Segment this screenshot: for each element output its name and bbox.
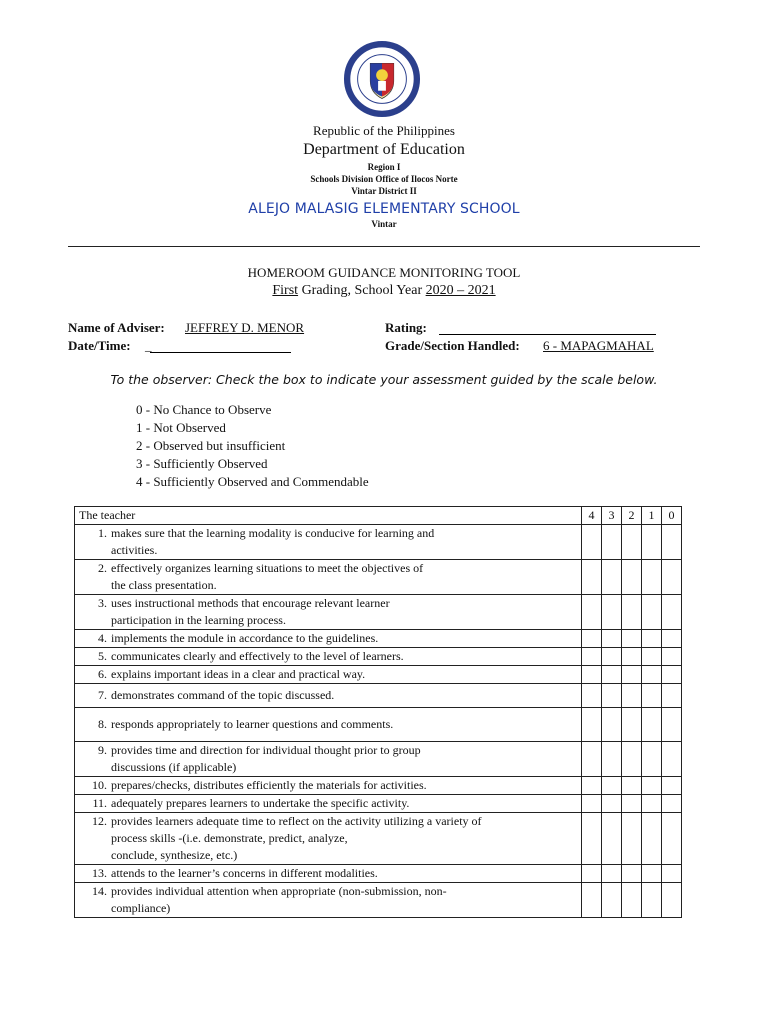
rating-checkbox-3[interactable] bbox=[602, 813, 622, 865]
rating-checkbox-1[interactable] bbox=[642, 684, 662, 708]
rating-checkbox-4[interactable] bbox=[582, 865, 602, 883]
header-rating-2: 2 bbox=[622, 507, 642, 525]
rating-checkbox-3[interactable] bbox=[602, 795, 622, 813]
criterion-cell bbox=[75, 883, 582, 918]
observer-instruction: To the observer: Check the box to indicate your assessment guided by the scale below. bbox=[110, 372, 658, 387]
department-name: Department of Education bbox=[303, 141, 465, 158]
criterion-text: process skills -(i.e. demonstrate, predict, analyze, bbox=[111, 831, 348, 845]
criterion-cell bbox=[75, 630, 582, 648]
table-row bbox=[75, 525, 682, 560]
criterion-cell bbox=[75, 708, 582, 742]
rating-checkbox-3[interactable] bbox=[602, 525, 622, 560]
district-text: Vintar District II bbox=[351, 186, 417, 196]
school-year: 2020 – 2021 bbox=[425, 283, 496, 298]
grade-value: 6 - MAPAGMAHAL bbox=[543, 338, 654, 353]
rating-checkbox-1[interactable] bbox=[642, 630, 662, 648]
criterion-number: 1. bbox=[98, 526, 107, 540]
criterion-number: 8. bbox=[98, 717, 107, 731]
criterion-number: 14. bbox=[92, 884, 107, 898]
rating-checkbox-3[interactable] bbox=[602, 777, 622, 795]
rating-checkbox-2[interactable] bbox=[622, 666, 642, 684]
rating-checkbox-2[interactable] bbox=[622, 883, 642, 918]
rating-checkbox-1[interactable] bbox=[642, 742, 662, 777]
grading-period: First bbox=[272, 283, 299, 298]
rating-checkbox-1[interactable] bbox=[642, 666, 662, 684]
criterion-number: 11. bbox=[92, 796, 107, 810]
grading-middle: Grading, School Year bbox=[298, 283, 426, 298]
adviser-label: Name of Adviser: bbox=[68, 320, 165, 335]
criterion-cell bbox=[75, 777, 582, 795]
region-text: Region I bbox=[367, 162, 401, 172]
rating-checkbox-2[interactable] bbox=[622, 865, 642, 883]
rating-checkbox-3[interactable] bbox=[602, 666, 622, 684]
rating-checkbox-3[interactable] bbox=[602, 883, 622, 918]
criterion-text: prepares/checks, distributes efficiently the materials for activities. bbox=[111, 778, 427, 792]
scale-item: 3 - Sufficiently Observed bbox=[136, 456, 268, 471]
criterion-cell bbox=[75, 595, 582, 630]
table-row bbox=[75, 708, 682, 742]
rating-checkbox-3[interactable] bbox=[602, 630, 622, 648]
rating-checkbox-4[interactable] bbox=[582, 560, 602, 595]
rating-checkbox-3[interactable] bbox=[602, 708, 622, 742]
rating-checkbox-3[interactable] bbox=[602, 865, 622, 883]
rating-checkbox-4[interactable] bbox=[582, 813, 602, 865]
rating-checkbox-4[interactable] bbox=[582, 708, 602, 742]
date-value: _ bbox=[145, 338, 152, 353]
rating-checkbox-0[interactable] bbox=[662, 813, 682, 865]
rating-checkbox-2[interactable] bbox=[622, 630, 642, 648]
header-rating-0: 0 bbox=[662, 507, 682, 525]
republic-text: Republic of the Philippines bbox=[313, 123, 455, 138]
criterion-text: provides learners adequate time to reflect on the activity utilizing a variety of bbox=[111, 814, 482, 828]
rating-label: Rating: bbox=[385, 320, 427, 335]
table-row bbox=[75, 742, 682, 777]
table-row bbox=[75, 560, 682, 595]
rating-checkbox-0[interactable] bbox=[662, 666, 682, 684]
document-title: HOMEROOM GUIDANCE MONITORING TOOL bbox=[247, 265, 521, 280]
header-rating-1: 1 bbox=[642, 507, 662, 525]
town-text: Vintar bbox=[371, 219, 397, 229]
rating-checkbox-0[interactable] bbox=[662, 865, 682, 883]
rating-checkbox-1[interactable] bbox=[642, 525, 662, 560]
table-row bbox=[75, 595, 682, 630]
rating-checkbox-3[interactable] bbox=[602, 595, 622, 630]
criterion-cell bbox=[75, 525, 582, 560]
adviser-value: JEFFREY D. MENOR bbox=[185, 320, 305, 335]
rating-checkbox-0[interactable] bbox=[662, 883, 682, 918]
rating-checkbox-3[interactable] bbox=[602, 560, 622, 595]
criterion-text: compliance) bbox=[111, 901, 171, 915]
scale-item: 4 - Sufficiently Observed and Commendable bbox=[136, 474, 369, 489]
header-rating-3: 3 bbox=[602, 507, 622, 525]
criterion-cell bbox=[75, 684, 582, 708]
scale-item: 2 - Observed but insufficient bbox=[136, 438, 286, 453]
table-row bbox=[75, 630, 682, 648]
criterion-text: demonstrates command of the topic discussed. bbox=[111, 688, 335, 702]
header-divider bbox=[68, 246, 700, 247]
table-header-row bbox=[75, 507, 682, 525]
rating-checkbox-1[interactable] bbox=[642, 883, 662, 918]
rating-checkbox-2[interactable] bbox=[622, 648, 642, 666]
table-row bbox=[75, 666, 682, 684]
table-row bbox=[75, 883, 682, 918]
criterion-text: effectively organizes learning situations to meet the objectives of bbox=[111, 561, 424, 575]
rating-checkbox-0[interactable] bbox=[662, 708, 682, 742]
criterion-number: 7. bbox=[98, 688, 107, 702]
scale-item: 0 - No Chance to Observe bbox=[136, 402, 272, 417]
criterion-text: makes sure that the learning modality is conducive for learning and bbox=[111, 526, 435, 540]
rating-checkbox-3[interactable] bbox=[602, 684, 622, 708]
criterion-text: adequately prepares learners to undertake the specific activity. bbox=[111, 796, 410, 810]
rating-checkbox-1[interactable] bbox=[642, 777, 662, 795]
criterion-number: 3. bbox=[98, 596, 107, 610]
rating-checkbox-4[interactable] bbox=[582, 684, 602, 708]
header-teacher-cell: The teacher bbox=[75, 507, 582, 525]
rating-checkbox-4[interactable] bbox=[582, 742, 602, 777]
rating-checkbox-2[interactable] bbox=[622, 708, 642, 742]
criterion-number: 13. bbox=[92, 866, 107, 880]
rating-checkbox-4[interactable] bbox=[582, 595, 602, 630]
rating-checkbox-1[interactable] bbox=[642, 813, 662, 865]
rating-blank[interactable] bbox=[439, 320, 656, 335]
criterion-number: 6. bbox=[98, 667, 107, 681]
rating-checkbox-1[interactable] bbox=[642, 795, 662, 813]
rating-checkbox-2[interactable] bbox=[622, 560, 642, 595]
criterion-number: 10. bbox=[92, 778, 107, 792]
rating-checkbox-4[interactable] bbox=[582, 525, 602, 560]
criterion-cell bbox=[75, 865, 582, 883]
criterion-text: discussions (if applicable) bbox=[111, 760, 237, 774]
rating-checkbox-1[interactable] bbox=[642, 560, 662, 595]
rating-checkbox-0[interactable] bbox=[662, 560, 682, 595]
rating-checkbox-2[interactable] bbox=[622, 742, 642, 777]
table-row bbox=[75, 865, 682, 883]
criterion-cell bbox=[75, 795, 582, 813]
rating-checkbox-0[interactable] bbox=[662, 742, 682, 777]
rating-checkbox-4[interactable] bbox=[582, 648, 602, 666]
rating-checkbox-2[interactable] bbox=[622, 525, 642, 560]
criterion-number: 5. bbox=[98, 649, 107, 663]
rating-checkbox-2[interactable] bbox=[622, 795, 642, 813]
rating-checkbox-2[interactable] bbox=[622, 684, 642, 708]
rating-checkbox-0[interactable] bbox=[662, 795, 682, 813]
criterion-number: 2. bbox=[98, 561, 107, 575]
criterion-number: 4. bbox=[98, 631, 107, 645]
rating-checkbox-3[interactable] bbox=[602, 742, 622, 777]
criterion-cell bbox=[75, 666, 582, 684]
rating-checkbox-4[interactable] bbox=[582, 666, 602, 684]
rating-checkbox-1[interactable] bbox=[642, 708, 662, 742]
rating-checkbox-0[interactable] bbox=[662, 777, 682, 795]
rating-checkbox-0[interactable] bbox=[662, 630, 682, 648]
monitoring-table bbox=[74, 506, 682, 918]
criterion-number: 9. bbox=[98, 743, 107, 757]
rating-checkbox-3[interactable] bbox=[602, 648, 622, 666]
criterion-cell bbox=[75, 560, 582, 595]
rating-checkbox-1[interactable] bbox=[642, 648, 662, 666]
rating-checkbox-0[interactable] bbox=[662, 684, 682, 708]
rating-scale bbox=[136, 401, 369, 491]
rating-checkbox-1[interactable] bbox=[642, 865, 662, 883]
rating-checkbox-1[interactable] bbox=[642, 595, 662, 630]
table-row bbox=[75, 777, 682, 795]
date-label: Date/Time: bbox=[68, 338, 131, 353]
header-rating-4: 4 bbox=[582, 507, 602, 525]
table-row bbox=[75, 813, 682, 865]
criterion-number: 12. bbox=[92, 814, 107, 828]
criterion-cell bbox=[75, 813, 582, 865]
table-row bbox=[75, 648, 682, 666]
criterion-text: participation in the learning process. bbox=[111, 613, 286, 627]
criterion-text: provides individual attention when appropriate (non-submission, non- bbox=[111, 884, 447, 898]
criterion-text: the class presentation. bbox=[111, 578, 217, 592]
date-blank[interactable] bbox=[150, 338, 291, 353]
rating-checkbox-0[interactable] bbox=[662, 648, 682, 666]
division-text: Schools Division Office of Ilocos Norte bbox=[310, 174, 458, 184]
criterion-text: conclude, synthesize, etc.) bbox=[111, 848, 238, 862]
rating-checkbox-4[interactable] bbox=[582, 795, 602, 813]
rating-checkbox-4[interactable] bbox=[582, 883, 602, 918]
rating-checkbox-2[interactable] bbox=[622, 595, 642, 630]
scale-item: 1 - Not Observed bbox=[136, 420, 226, 435]
criterion-text: provides time and direction for individual thought prior to group bbox=[111, 743, 421, 757]
rating-checkbox-0[interactable] bbox=[662, 525, 682, 560]
rating-checkbox-4[interactable] bbox=[582, 777, 602, 795]
rating-checkbox-4[interactable] bbox=[582, 630, 602, 648]
table-row bbox=[75, 795, 682, 813]
rating-checkbox-2[interactable] bbox=[622, 777, 642, 795]
criterion-text: activities. bbox=[111, 543, 158, 557]
deped-seal-logo bbox=[343, 40, 421, 118]
criterion-text: responds appropriately to learner questions and comments. bbox=[111, 717, 394, 731]
criterion-text: attends to the learner’s concerns in different modalities. bbox=[111, 866, 378, 880]
criterion-cell bbox=[75, 742, 582, 777]
rating-checkbox-2[interactable] bbox=[622, 813, 642, 865]
criterion-text: explains important ideas in a clear and practical way. bbox=[111, 667, 366, 681]
criterion-text: implements the module in accordance to the guidelines. bbox=[111, 631, 379, 645]
table-row bbox=[75, 684, 682, 708]
criterion-text: uses instructional methods that encourage relevant learner bbox=[111, 596, 390, 610]
school-name: ALEJO MALASIG ELEMENTARY SCHOOL bbox=[248, 201, 520, 217]
rating-checkbox-0[interactable] bbox=[662, 595, 682, 630]
grading-line bbox=[0, 283, 768, 299]
grade-label: Grade/Section Handled: bbox=[385, 338, 520, 353]
criterion-cell bbox=[75, 648, 582, 666]
criterion-text: communicates clearly and effectively to the level of learners. bbox=[111, 649, 404, 663]
